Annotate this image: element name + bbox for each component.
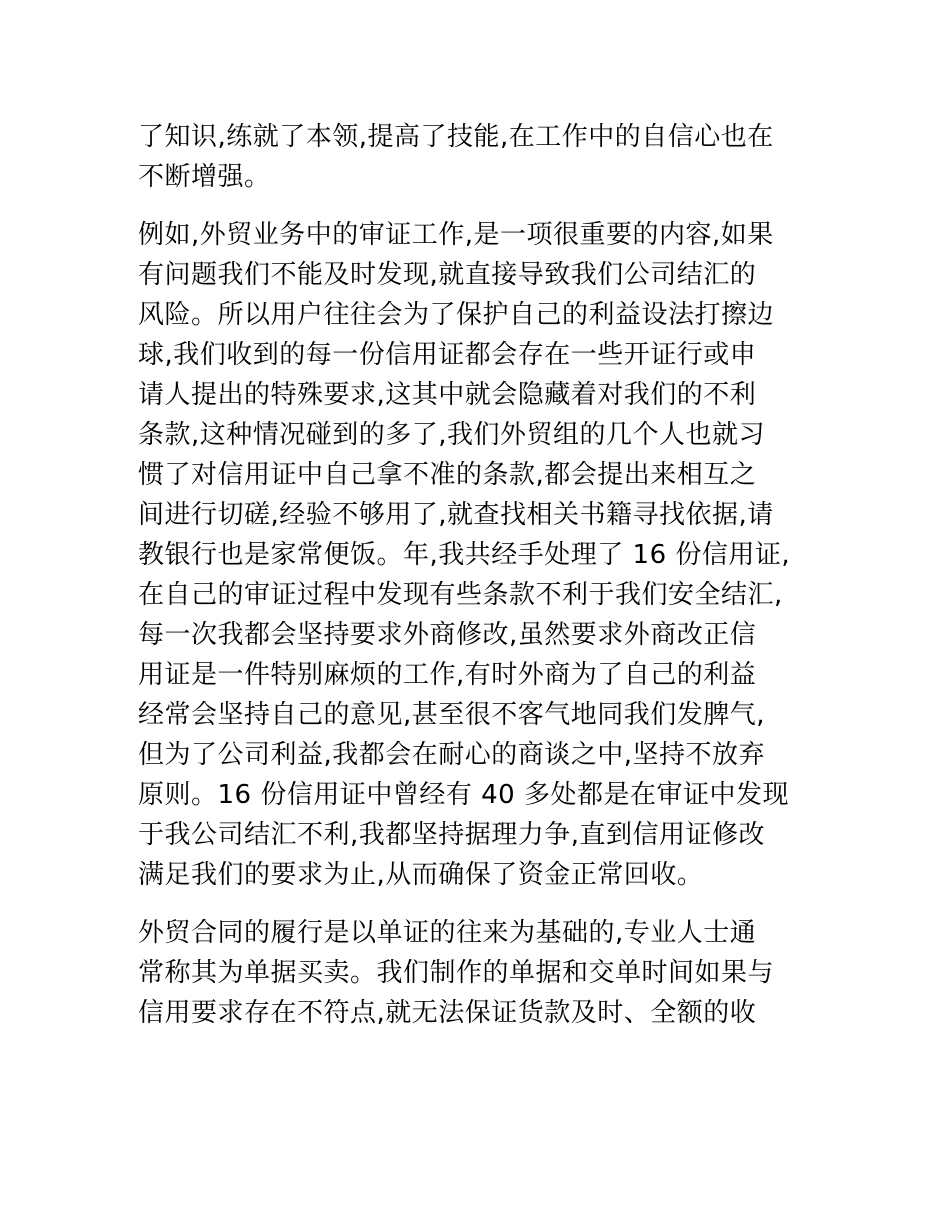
paragraph-3 [138, 913, 828, 1033]
text-line: 满足我们的要求为止,从而确保了资金正常回收。 [138, 860, 704, 890]
text-line: 风险。所以用户往往会为了保护自己的利益设法打擦边 [138, 300, 775, 330]
text-line: 间进行切磋,经验不够用了,就查找相关书籍寻找依据,请 [138, 500, 774, 530]
text-line: 例如,外贸业务中的审证工作,是一项很重要的内容,如果 [138, 220, 774, 250]
text-line: 请人提出的特殊要求,这其中就会隐藏着对我们的不利 [138, 380, 757, 410]
text-line: 有问题我们不能及时发现,就直接导致我们公司结汇的 [138, 260, 757, 290]
text-line: 经常会坚持自己的意见,甚至很不客气地同我们发脾气, [138, 700, 766, 730]
text-line: 不断增强。 [138, 162, 271, 192]
document-body [138, 117, 828, 1051]
text-line: 常称其为单据买卖。我们制作的单据和交单时间如果与 [138, 958, 775, 988]
text-line: 于我公司结汇不利,我都坚持据理力争,直到信用证修改 [138, 820, 766, 850]
text-line: 原则。16 份信用证中曾经有 40 多处都是在审证中发现 [138, 780, 789, 810]
paragraph-1 [138, 117, 828, 197]
text-line: 但为了公司利益,我都会在耐心的商谈之中,坚持不放弃 [138, 740, 766, 770]
text-line: 惯了对信用证中自己拿不准的条款,都会提出来相互之 [138, 460, 757, 490]
text-line: 球,我们收到的每一份信用证都会存在一些开证行或申 [138, 340, 757, 370]
text-line: 条款,这种情况碰到的多了,我们外贸组的几个人也就习 [138, 420, 766, 450]
text-line: 信用要求存在不符点,就无法保证货款及时、全额的收 [138, 998, 757, 1028]
text-line: 每一次我都会坚持要求外商修改,虽然要求外商改正信 [138, 620, 757, 650]
text-line: 教银行也是家常便饭。年,我共经手处理了 16 份信用证, [138, 540, 791, 570]
text-line: 用证是一件特别麻烦的工作,有时外商为了自己的利益 [138, 660, 757, 690]
text-line: 在自己的审证过程中发现有些条款不利于我们安全结汇, [138, 580, 783, 610]
paragraph-2 [138, 215, 828, 895]
text-line: 了知识,练就了本领,提高了技能,在工作中的自信心也在 [138, 122, 774, 152]
text-line: 外贸合同的履行是以单证的往来为基础的,专业人士通 [138, 918, 757, 948]
